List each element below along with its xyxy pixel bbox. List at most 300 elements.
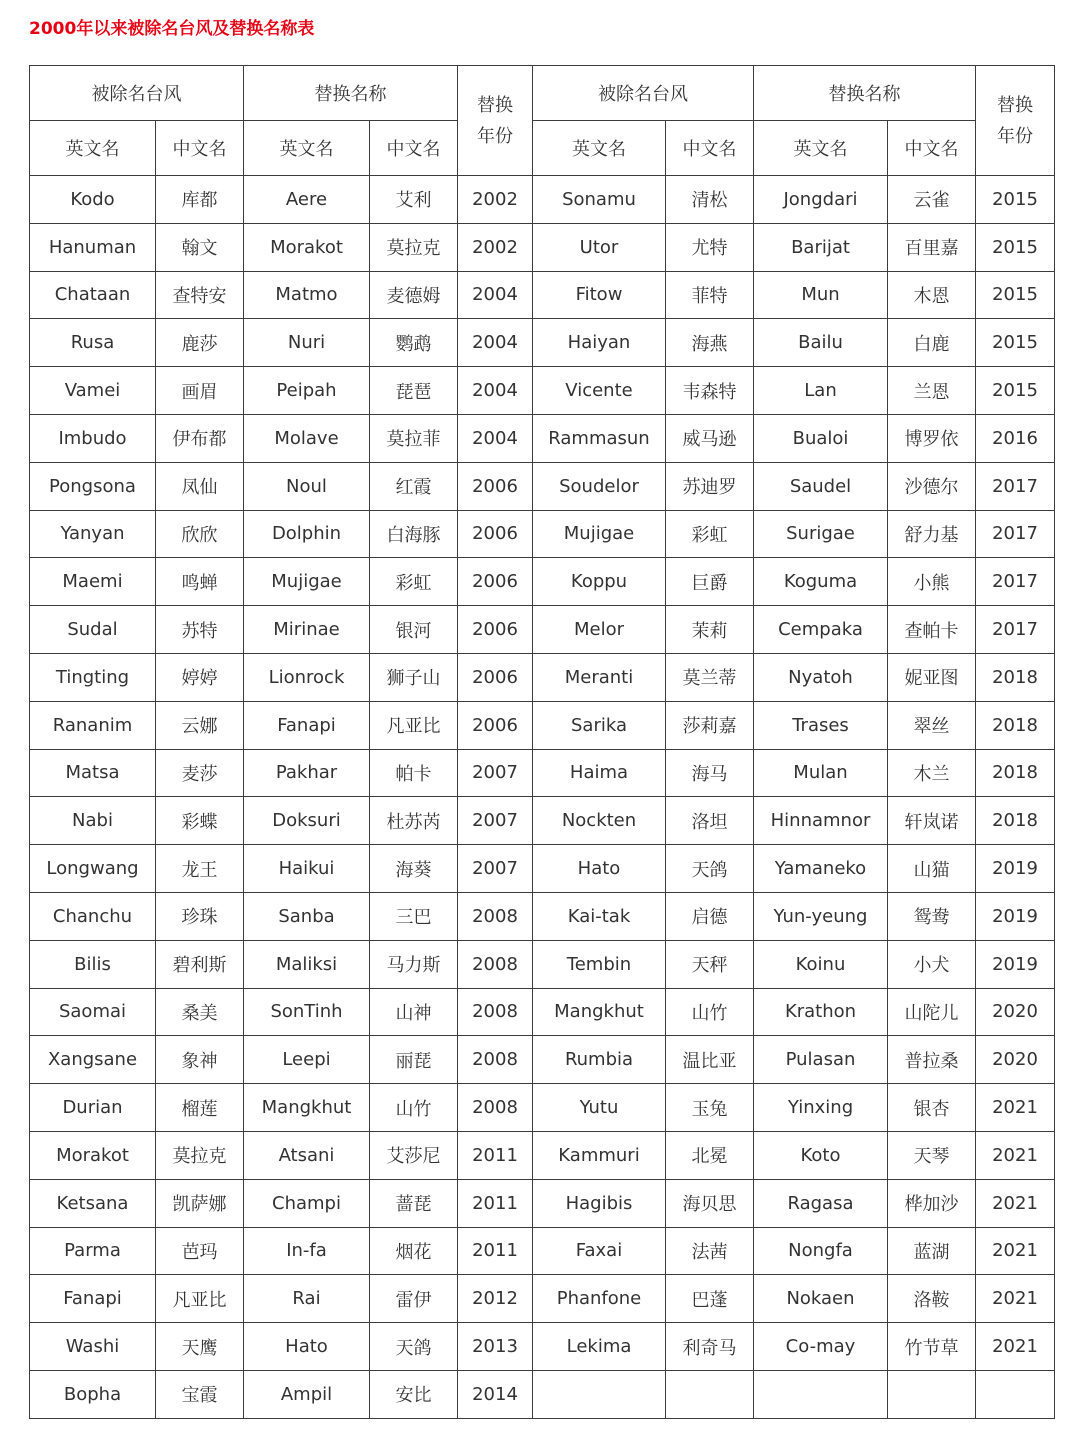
replacement-english-name-cell: Surigae <box>754 510 888 558</box>
replacement-chinese-name-cell: 山神 <box>370 988 458 1036</box>
replacement-chinese-name-cell: 麦德姆 <box>370 271 458 319</box>
english-name-header: 英文名 <box>533 121 666 176</box>
replacement-english-name-cell: Koto <box>754 1131 888 1179</box>
removed-chinese-name-cell: 苏特 <box>156 606 244 654</box>
removed-english-name-cell: Longwang <box>30 845 156 893</box>
removed-chinese-name-cell: 巨爵 <box>666 558 754 606</box>
replacement-english-name-cell: Pakhar <box>244 749 370 797</box>
replacement-english-name-cell: Rai <box>244 1275 370 1323</box>
replacement-chinese-name-cell: 竹节草 <box>888 1323 976 1371</box>
replacement-year-cell: 2018 <box>976 701 1055 749</box>
replacement-english-name-cell: Atsani <box>244 1131 370 1179</box>
table-row <box>30 701 1055 749</box>
removed-chinese-name-cell: 麦莎 <box>156 749 244 797</box>
table-row <box>30 271 1055 319</box>
replacement-year-cell: 2018 <box>976 653 1055 701</box>
table-row <box>30 414 1055 462</box>
removed-english-name-cell: Washi <box>30 1323 156 1371</box>
chinese-name-header: 中文名 <box>666 121 754 176</box>
replacement-chinese-name-cell: 帕卡 <box>370 749 458 797</box>
removed-english-name-cell: Parma <box>30 1227 156 1275</box>
removed-chinese-name-cell: 桑美 <box>156 988 244 1036</box>
replacement-english-name-cell: Hato <box>244 1323 370 1371</box>
replacement-name-header: 替换名称 <box>244 66 458 121</box>
replacement-chinese-name-cell: 博罗依 <box>888 414 976 462</box>
removed-chinese-name-cell: 画眉 <box>156 367 244 415</box>
replacement-year-cell: 2006 <box>458 462 533 510</box>
removed-english-name-cell: Hagibis <box>533 1179 666 1227</box>
removed-english-name-cell: Sarika <box>533 701 666 749</box>
replacement-year-cell: 2008 <box>458 1084 533 1132</box>
removed-english-name-cell: Chataan <box>30 271 156 319</box>
table-row <box>30 653 1055 701</box>
table-row <box>30 176 1055 224</box>
replacement-year-cell <box>976 1370 1055 1418</box>
replacement-year-cell: 2008 <box>458 1036 533 1084</box>
table-row <box>30 223 1055 271</box>
removed-english-name-cell: Koppu <box>533 558 666 606</box>
removed-english-name-cell: Sonamu <box>533 176 666 224</box>
chinese-name-header: 中文名 <box>888 121 976 176</box>
replacement-chinese-name-cell: 三巴 <box>370 892 458 940</box>
table-row <box>30 319 1055 367</box>
replacement-chinese-name-cell: 烟花 <box>370 1227 458 1275</box>
replacement-english-name-cell: In-fa <box>244 1227 370 1275</box>
removed-chinese-name-cell: 玉兔 <box>666 1084 754 1132</box>
replacement-year-cell: 2008 <box>458 940 533 988</box>
removed-chinese-name-cell: 莫拉克 <box>156 1131 244 1179</box>
replacement-year-cell: 2007 <box>458 749 533 797</box>
replacement-english-name-cell: Mangkhut <box>244 1084 370 1132</box>
replacement-year-cell: 2006 <box>458 606 533 654</box>
replacement-english-name-cell: Yinxing <box>754 1084 888 1132</box>
table-body <box>30 176 1055 1419</box>
removed-chinese-name-cell <box>666 1370 754 1418</box>
replacement-english-name-cell: Jongdari <box>754 176 888 224</box>
year-header-line1: 替换 <box>477 94 513 116</box>
removed-chinese-name-cell: 海马 <box>666 749 754 797</box>
replacement-year-cell: 2021 <box>976 1084 1055 1132</box>
replacement-english-name-cell: Lionrock <box>244 653 370 701</box>
replacement-year-cell: 2011 <box>458 1131 533 1179</box>
removed-english-name-cell: Rammasun <box>533 414 666 462</box>
replacement-english-name-cell: Hinnamnor <box>754 797 888 845</box>
removed-english-name-cell: Tembin <box>533 940 666 988</box>
removed-chinese-name-cell: 芭玛 <box>156 1227 244 1275</box>
replacement-english-name-cell: Sanba <box>244 892 370 940</box>
removed-english-name-cell: Vicente <box>533 367 666 415</box>
replacement-chinese-name-cell: 山竹 <box>370 1084 458 1132</box>
replacement-english-name-cell: Yamaneko <box>754 845 888 893</box>
replacement-chinese-name-cell: 杜苏芮 <box>370 797 458 845</box>
removed-chinese-name-cell: 洛坦 <box>666 797 754 845</box>
replacement-chinese-name-cell: 白鹿 <box>888 319 976 367</box>
replacement-year-cell: 2008 <box>458 892 533 940</box>
replacement-chinese-name-cell: 狮子山 <box>370 653 458 701</box>
replacement-chinese-name-cell: 雷伊 <box>370 1275 458 1323</box>
replacement-chinese-name-cell: 木恩 <box>888 271 976 319</box>
replacement-year-cell: 2017 <box>976 606 1055 654</box>
replacement-english-name-cell: Pulasan <box>754 1036 888 1084</box>
year-header-line1: 替换 <box>997 94 1033 116</box>
replacement-chinese-name-cell: 莫拉菲 <box>370 414 458 462</box>
replacement-english-name-cell: Bualoi <box>754 414 888 462</box>
replacement-chinese-name-cell: 银河 <box>370 606 458 654</box>
replacement-english-name-cell: Koinu <box>754 940 888 988</box>
replacement-year-cell: 2021 <box>976 1323 1055 1371</box>
removed-chinese-name-cell: 韦森特 <box>666 367 754 415</box>
replacement-chinese-name-cell: 小犬 <box>888 940 976 988</box>
replacement-english-name-cell: Haikui <box>244 845 370 893</box>
removed-english-name-cell: Yutu <box>533 1084 666 1132</box>
replacement-year-header <box>458 66 533 176</box>
replacement-english-name-cell: Trases <box>754 701 888 749</box>
removed-chinese-name-cell: 菲特 <box>666 271 754 319</box>
replacement-chinese-name-cell: 妮亚图 <box>888 653 976 701</box>
table-row <box>30 797 1055 845</box>
removed-english-name-cell: Nabi <box>30 797 156 845</box>
removed-chinese-name-cell: 利奇马 <box>666 1323 754 1371</box>
replacement-chinese-name-cell: 天琴 <box>888 1131 976 1179</box>
removed-english-name-cell: Soudelor <box>533 462 666 510</box>
removed-chinese-name-cell: 龙王 <box>156 845 244 893</box>
page-title: 2000年以来被除名台风及替换名称表 <box>29 19 315 39</box>
replacement-english-name-cell: Mun <box>754 271 888 319</box>
replacement-chinese-name-cell: 山陀儿 <box>888 988 976 1036</box>
removed-chinese-name-cell: 温比亚 <box>666 1036 754 1084</box>
replacement-chinese-name-cell: 小熊 <box>888 558 976 606</box>
replacement-english-name-cell: Yun-yeung <box>754 892 888 940</box>
replacement-chinese-name-cell: 莫拉克 <box>370 223 458 271</box>
table-row <box>30 749 1055 797</box>
replacement-year-header <box>976 66 1055 176</box>
replacement-year-cell: 2020 <box>976 988 1055 1036</box>
replacement-chinese-name-cell: 舒力基 <box>888 510 976 558</box>
removed-english-name-cell: Xangsane <box>30 1036 156 1084</box>
replacement-chinese-name-cell: 蔷琵 <box>370 1179 458 1227</box>
replacement-chinese-name-cell <box>888 1370 976 1418</box>
replacement-year-cell: 2006 <box>458 558 533 606</box>
removed-english-name-cell: Lekima <box>533 1323 666 1371</box>
replacement-english-name-cell: Maliksi <box>244 940 370 988</box>
replacement-chinese-name-cell: 查帕卡 <box>888 606 976 654</box>
table-row <box>30 558 1055 606</box>
removed-english-name-cell: Yanyan <box>30 510 156 558</box>
removed-chinese-name-cell: 欣欣 <box>156 510 244 558</box>
replacement-chinese-name-cell: 木兰 <box>888 749 976 797</box>
replacement-year-cell: 2006 <box>458 653 533 701</box>
chinese-name-header: 中文名 <box>370 121 458 176</box>
removed-english-name-cell: Rananim <box>30 701 156 749</box>
removed-english-name-cell: Haima <box>533 749 666 797</box>
replacement-year-cell: 2002 <box>458 176 533 224</box>
replacement-year-cell: 2002 <box>458 223 533 271</box>
table-row <box>30 1227 1055 1275</box>
replacement-year-cell: 2011 <box>458 1179 533 1227</box>
replacement-year-cell: 2011 <box>458 1227 533 1275</box>
table-row <box>30 940 1055 988</box>
replacement-year-cell: 2021 <box>976 1131 1055 1179</box>
replacement-english-name-cell: Krathon <box>754 988 888 1036</box>
removed-english-name-cell: Ketsana <box>30 1179 156 1227</box>
removed-english-name-cell: Phanfone <box>533 1275 666 1323</box>
removed-english-name-cell: Rumbia <box>533 1036 666 1084</box>
removed-english-name-cell: Utor <box>533 223 666 271</box>
replacement-year-cell: 2012 <box>458 1275 533 1323</box>
replacement-english-name-cell: Champi <box>244 1179 370 1227</box>
replacement-english-name-cell: Molave <box>244 414 370 462</box>
replacement-chinese-name-cell: 马力斯 <box>370 940 458 988</box>
removed-chinese-name-cell: 鹿莎 <box>156 319 244 367</box>
replacement-chinese-name-cell: 红霞 <box>370 462 458 510</box>
removed-english-name-cell <box>533 1370 666 1418</box>
removed-english-name-cell: Hato <box>533 845 666 893</box>
table-row <box>30 1084 1055 1132</box>
removed-chinese-name-cell: 凯萨娜 <box>156 1179 244 1227</box>
removed-english-name-cell: Tingting <box>30 653 156 701</box>
replacement-year-cell: 2006 <box>458 510 533 558</box>
removed-chinese-name-cell: 凡亚比 <box>156 1275 244 1323</box>
replacement-year-cell: 2014 <box>458 1370 533 1418</box>
replacement-year-cell: 2004 <box>458 319 533 367</box>
replacement-english-name-cell: Fanapi <box>244 701 370 749</box>
removed-chinese-name-cell: 启德 <box>666 892 754 940</box>
replacement-english-name-cell: Mulan <box>754 749 888 797</box>
replacement-english-name-cell: Aere <box>244 176 370 224</box>
removed-chinese-name-cell: 伊布都 <box>156 414 244 462</box>
table-row <box>30 367 1055 415</box>
removed-chinese-name-cell: 库都 <box>156 176 244 224</box>
removed-chinese-name-cell: 法茜 <box>666 1227 754 1275</box>
replacement-english-name-cell: Leepi <box>244 1036 370 1084</box>
removed-chinese-name-cell: 山竹 <box>666 988 754 1036</box>
replacement-year-cell: 2018 <box>976 797 1055 845</box>
replacement-year-cell: 2004 <box>458 414 533 462</box>
replacement-english-name-cell: Bailu <box>754 319 888 367</box>
table-row <box>30 1179 1055 1227</box>
removed-chinese-name-cell: 天秤 <box>666 940 754 988</box>
replacement-year-cell: 2008 <box>458 988 533 1036</box>
replacement-chinese-name-cell: 沙德尔 <box>888 462 976 510</box>
table-row <box>30 510 1055 558</box>
replacement-chinese-name-cell: 普拉桑 <box>888 1036 976 1084</box>
english-name-header: 英文名 <box>244 121 370 176</box>
replacement-english-name-cell <box>754 1370 888 1418</box>
removed-chinese-name-cell: 榴莲 <box>156 1084 244 1132</box>
replacement-english-name-cell: Mujigae <box>244 558 370 606</box>
removed-chinese-name-cell: 彩蝶 <box>156 797 244 845</box>
replacement-chinese-name-cell: 翠丝 <box>888 701 976 749</box>
removed-english-name-cell: Kai-tak <box>533 892 666 940</box>
replacement-chinese-name-cell: 凡亚比 <box>370 701 458 749</box>
replacement-year-cell: 2017 <box>976 510 1055 558</box>
removed-english-name-cell: Kammuri <box>533 1131 666 1179</box>
replacement-year-cell: 2019 <box>976 845 1055 893</box>
replacement-year-cell: 2015 <box>976 271 1055 319</box>
removed-english-name-cell: Faxai <box>533 1227 666 1275</box>
replacement-year-cell: 2004 <box>458 367 533 415</box>
removed-english-name-cell: Mujigae <box>533 510 666 558</box>
replacement-english-name-cell: Koguma <box>754 558 888 606</box>
removed-english-name-cell: Matsa <box>30 749 156 797</box>
replacement-english-name-cell: Barijat <box>754 223 888 271</box>
removed-chinese-name-cell: 尤特 <box>666 223 754 271</box>
replacement-chinese-name-cell: 山猫 <box>888 845 976 893</box>
removed-english-name-cell: Sudal <box>30 606 156 654</box>
replacement-year-cell: 2015 <box>976 223 1055 271</box>
removed-english-name-cell: Haiyan <box>533 319 666 367</box>
removed-chinese-name-cell: 彩虹 <box>666 510 754 558</box>
replacement-english-name-cell: Co-may <box>754 1323 888 1371</box>
replacement-english-name-cell: Noul <box>244 462 370 510</box>
replacement-year-cell: 2021 <box>976 1179 1055 1227</box>
replacement-year-cell: 2019 <box>976 892 1055 940</box>
table-row <box>30 606 1055 654</box>
table-row <box>30 1131 1055 1179</box>
removed-typhoon-header: 被除名台风 <box>533 66 754 121</box>
removed-chinese-name-cell: 北冕 <box>666 1131 754 1179</box>
replacement-year-cell: 2017 <box>976 462 1055 510</box>
removed-chinese-name-cell: 婷婷 <box>156 653 244 701</box>
replacement-english-name-cell: Dolphin <box>244 510 370 558</box>
removed-chinese-name-cell: 莫兰蒂 <box>666 653 754 701</box>
removed-chinese-name-cell: 莎莉嘉 <box>666 701 754 749</box>
removed-english-name-cell: Fitow <box>533 271 666 319</box>
removed-chinese-name-cell: 巴蓬 <box>666 1275 754 1323</box>
replacement-chinese-name-cell: 艾利 <box>370 176 458 224</box>
replacement-year-cell: 2015 <box>976 176 1055 224</box>
replacement-english-name-cell: Cempaka <box>754 606 888 654</box>
replacement-year-cell: 2017 <box>976 558 1055 606</box>
removed-chinese-name-cell: 宝霞 <box>156 1370 244 1418</box>
replacement-year-cell: 2020 <box>976 1036 1055 1084</box>
replacement-year-cell: 2015 <box>976 319 1055 367</box>
replacement-english-name-cell: Nongfa <box>754 1227 888 1275</box>
replacement-chinese-name-cell: 鸳鸯 <box>888 892 976 940</box>
replacement-chinese-name-cell: 安比 <box>370 1370 458 1418</box>
replacement-year-cell: 2007 <box>458 797 533 845</box>
replacement-english-name-cell: Ragasa <box>754 1179 888 1227</box>
replacement-chinese-name-cell: 丽琵 <box>370 1036 458 1084</box>
table-row <box>30 1323 1055 1371</box>
english-name-header: 英文名 <box>30 121 156 176</box>
replacement-chinese-name-cell: 蓝湖 <box>888 1227 976 1275</box>
replacement-english-name-cell: Nyatoh <box>754 653 888 701</box>
replacement-chinese-name-cell: 兰恩 <box>888 367 976 415</box>
removed-chinese-name-cell: 凤仙 <box>156 462 244 510</box>
removed-english-name-cell: Imbudo <box>30 414 156 462</box>
replacement-year-cell: 2015 <box>976 367 1055 415</box>
removed-chinese-name-cell: 翰文 <box>156 223 244 271</box>
removed-chinese-name-cell: 天鸽 <box>666 845 754 893</box>
removed-english-name-cell: Maemi <box>30 558 156 606</box>
replacement-chinese-name-cell: 云雀 <box>888 176 976 224</box>
removed-english-name-cell: Melor <box>533 606 666 654</box>
removed-english-name-cell: Bopha <box>30 1370 156 1418</box>
replacement-year-cell: 2016 <box>976 414 1055 462</box>
removed-english-name-cell: Meranti <box>533 653 666 701</box>
removed-chinese-name-cell: 象神 <box>156 1036 244 1084</box>
removed-english-name-cell: Morakot <box>30 1131 156 1179</box>
removed-chinese-name-cell: 碧利斯 <box>156 940 244 988</box>
replacement-english-name-cell: SonTinh <box>244 988 370 1036</box>
removed-chinese-name-cell: 鸣蝉 <box>156 558 244 606</box>
replacement-english-name-cell: Lan <box>754 367 888 415</box>
table-row <box>30 892 1055 940</box>
removed-chinese-name-cell: 茉莉 <box>666 606 754 654</box>
removed-chinese-name-cell: 苏迪罗 <box>666 462 754 510</box>
replacement-year-cell: 2019 <box>976 940 1055 988</box>
removed-english-name-cell: Hanuman <box>30 223 156 271</box>
replacement-english-name-cell: Nuri <box>244 319 370 367</box>
removed-chinese-name-cell: 清松 <box>666 176 754 224</box>
replacement-year-cell: 2013 <box>458 1323 533 1371</box>
chinese-name-header: 中文名 <box>156 121 244 176</box>
table-row <box>30 1275 1055 1323</box>
removed-chinese-name-cell: 云娜 <box>156 701 244 749</box>
replacement-chinese-name-cell: 天鸽 <box>370 1323 458 1371</box>
table-row <box>30 462 1055 510</box>
removed-chinese-name-cell: 天鹰 <box>156 1323 244 1371</box>
replacement-english-name-cell: Morakot <box>244 223 370 271</box>
year-header-line2: 年份 <box>997 125 1033 147</box>
replacement-chinese-name-cell: 轩岚诺 <box>888 797 976 845</box>
replacement-chinese-name-cell: 海葵 <box>370 845 458 893</box>
removed-chinese-name-cell: 海燕 <box>666 319 754 367</box>
removed-english-name-cell: Pongsona <box>30 462 156 510</box>
replacement-year-cell: 2021 <box>976 1275 1055 1323</box>
replacement-chinese-name-cell: 桦加沙 <box>888 1179 976 1227</box>
replacement-chinese-name-cell: 鹦鹉 <box>370 319 458 367</box>
replacement-english-name-cell: Ampil <box>244 1370 370 1418</box>
removed-english-name-cell: Bilis <box>30 940 156 988</box>
typhoon-name-table <box>29 65 1055 1419</box>
table-row <box>30 845 1055 893</box>
table-row <box>30 988 1055 1036</box>
replacement-chinese-name-cell: 彩虹 <box>370 558 458 606</box>
removed-chinese-name-cell: 威马逊 <box>666 414 754 462</box>
replacement-year-cell: 2004 <box>458 271 533 319</box>
removed-english-name-cell: Kodo <box>30 176 156 224</box>
replacement-year-cell: 2006 <box>458 701 533 749</box>
replacement-english-name-cell: Nokaen <box>754 1275 888 1323</box>
replacement-name-header: 替换名称 <box>754 66 976 121</box>
replacement-year-cell: 2018 <box>976 749 1055 797</box>
replacement-year-cell: 2007 <box>458 845 533 893</box>
table-row <box>30 1036 1055 1084</box>
removed-english-name-cell: Vamei <box>30 367 156 415</box>
removed-typhoon-header: 被除名台风 <box>30 66 244 121</box>
removed-english-name-cell: Durian <box>30 1084 156 1132</box>
removed-english-name-cell: Rusa <box>30 319 156 367</box>
replacement-chinese-name-cell: 白海豚 <box>370 510 458 558</box>
removed-chinese-name-cell: 查特安 <box>156 271 244 319</box>
removed-english-name-cell: Saomai <box>30 988 156 1036</box>
year-header-line2: 年份 <box>477 125 513 147</box>
replacement-chinese-name-cell: 琵琶 <box>370 367 458 415</box>
replacement-english-name-cell: Matmo <box>244 271 370 319</box>
replacement-year-cell: 2021 <box>976 1227 1055 1275</box>
replacement-chinese-name-cell: 银杏 <box>888 1084 976 1132</box>
table-row <box>30 1370 1055 1418</box>
removed-english-name-cell: Fanapi <box>30 1275 156 1323</box>
replacement-chinese-name-cell: 洛鞍 <box>888 1275 976 1323</box>
removed-chinese-name-cell: 海贝思 <box>666 1179 754 1227</box>
removed-chinese-name-cell: 珍珠 <box>156 892 244 940</box>
replacement-english-name-cell: Peipah <box>244 367 370 415</box>
replacement-english-name-cell: Mirinae <box>244 606 370 654</box>
removed-english-name-cell: Mangkhut <box>533 988 666 1036</box>
